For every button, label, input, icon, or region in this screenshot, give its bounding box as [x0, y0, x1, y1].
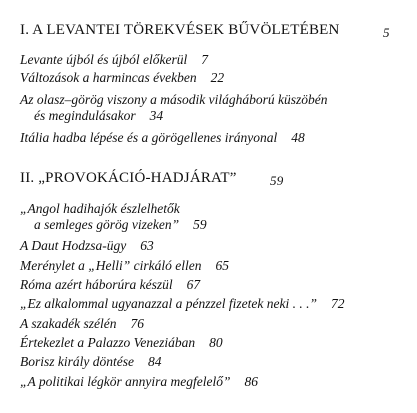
entry-title: Borisz király döntése	[20, 354, 134, 369]
entry-title: Értekezlet a Palazzo Veneziában	[20, 335, 196, 350]
entry-title-continued: a semleges görög vizeken”	[34, 217, 180, 232]
toc-entry	[20, 130, 305, 146]
entry-title: A Daut Hodzsa-ügy	[20, 238, 127, 253]
entry-page-number: 76	[130, 316, 144, 331]
toc-entry	[20, 277, 200, 293]
toc-entry	[20, 316, 144, 332]
toc-entry	[20, 52, 208, 68]
entry-title: „Ez alkalommal ugyanazzal a pénzzel fizetek neki . . .”	[20, 296, 317, 311]
toc-entry	[20, 258, 229, 274]
toc-entry	[20, 374, 258, 390]
toc-entry	[20, 238, 154, 254]
entry-title: Változások a harmincas években	[20, 70, 197, 85]
section-title: I. A LEVANTEI TÖREKVÉSEK BŰVÖLETÉBEN	[20, 22, 340, 38]
entry-page-number: 22	[210, 70, 225, 85]
entry-page-number: 67	[186, 277, 201, 292]
entry-page-number: 84	[148, 354, 162, 369]
entry-page-number: 59	[193, 217, 207, 232]
entry-page-number: 7	[201, 52, 208, 67]
entry-title: „Angol hadihajók észlelhetők	[20, 201, 180, 216]
entry-page-number: 34	[149, 108, 164, 123]
entry-page-number: 48	[291, 130, 305, 145]
section-heading-1	[20, 22, 390, 40]
toc-entry	[20, 70, 224, 86]
entry-title: Merénylet a „Helli” cirkáló ellen	[20, 258, 202, 273]
entry-title: Az olasz–görög viszony a második világháború küszöbén	[20, 92, 328, 107]
entry-title: Itália hadba lépése és a görögellenes irányonal	[20, 130, 278, 145]
entry-title: Róma azért háborúra készül	[20, 277, 173, 292]
toc-entry	[20, 335, 223, 351]
entry-title-continued: és megindulásakor	[34, 108, 136, 123]
entry-page-number: 65	[215, 258, 229, 273]
entry-title: „A politikai légkör annyira megfelelő”	[20, 374, 231, 389]
section-heading-2	[20, 170, 284, 188]
entry-page-number: 86	[244, 374, 258, 389]
entry-title: Levante újból és újból előkerül	[20, 52, 188, 67]
section-page-number: 5	[383, 25, 390, 40]
entry-page-number: 80	[209, 335, 223, 350]
entry-page-number: 72	[330, 296, 345, 311]
entry-page-number: 63	[140, 238, 154, 253]
entry-title: A szakadék szélén	[20, 316, 117, 331]
toc-entry	[20, 201, 207, 233]
toc-entry	[20, 296, 344, 312]
toc-entry	[20, 92, 328, 124]
section-title: II. „PROVOKÁCIÓ-HADJÁRAT”	[20, 170, 237, 186]
section-page-number: 59	[270, 173, 284, 188]
toc-entry	[20, 354, 162, 370]
